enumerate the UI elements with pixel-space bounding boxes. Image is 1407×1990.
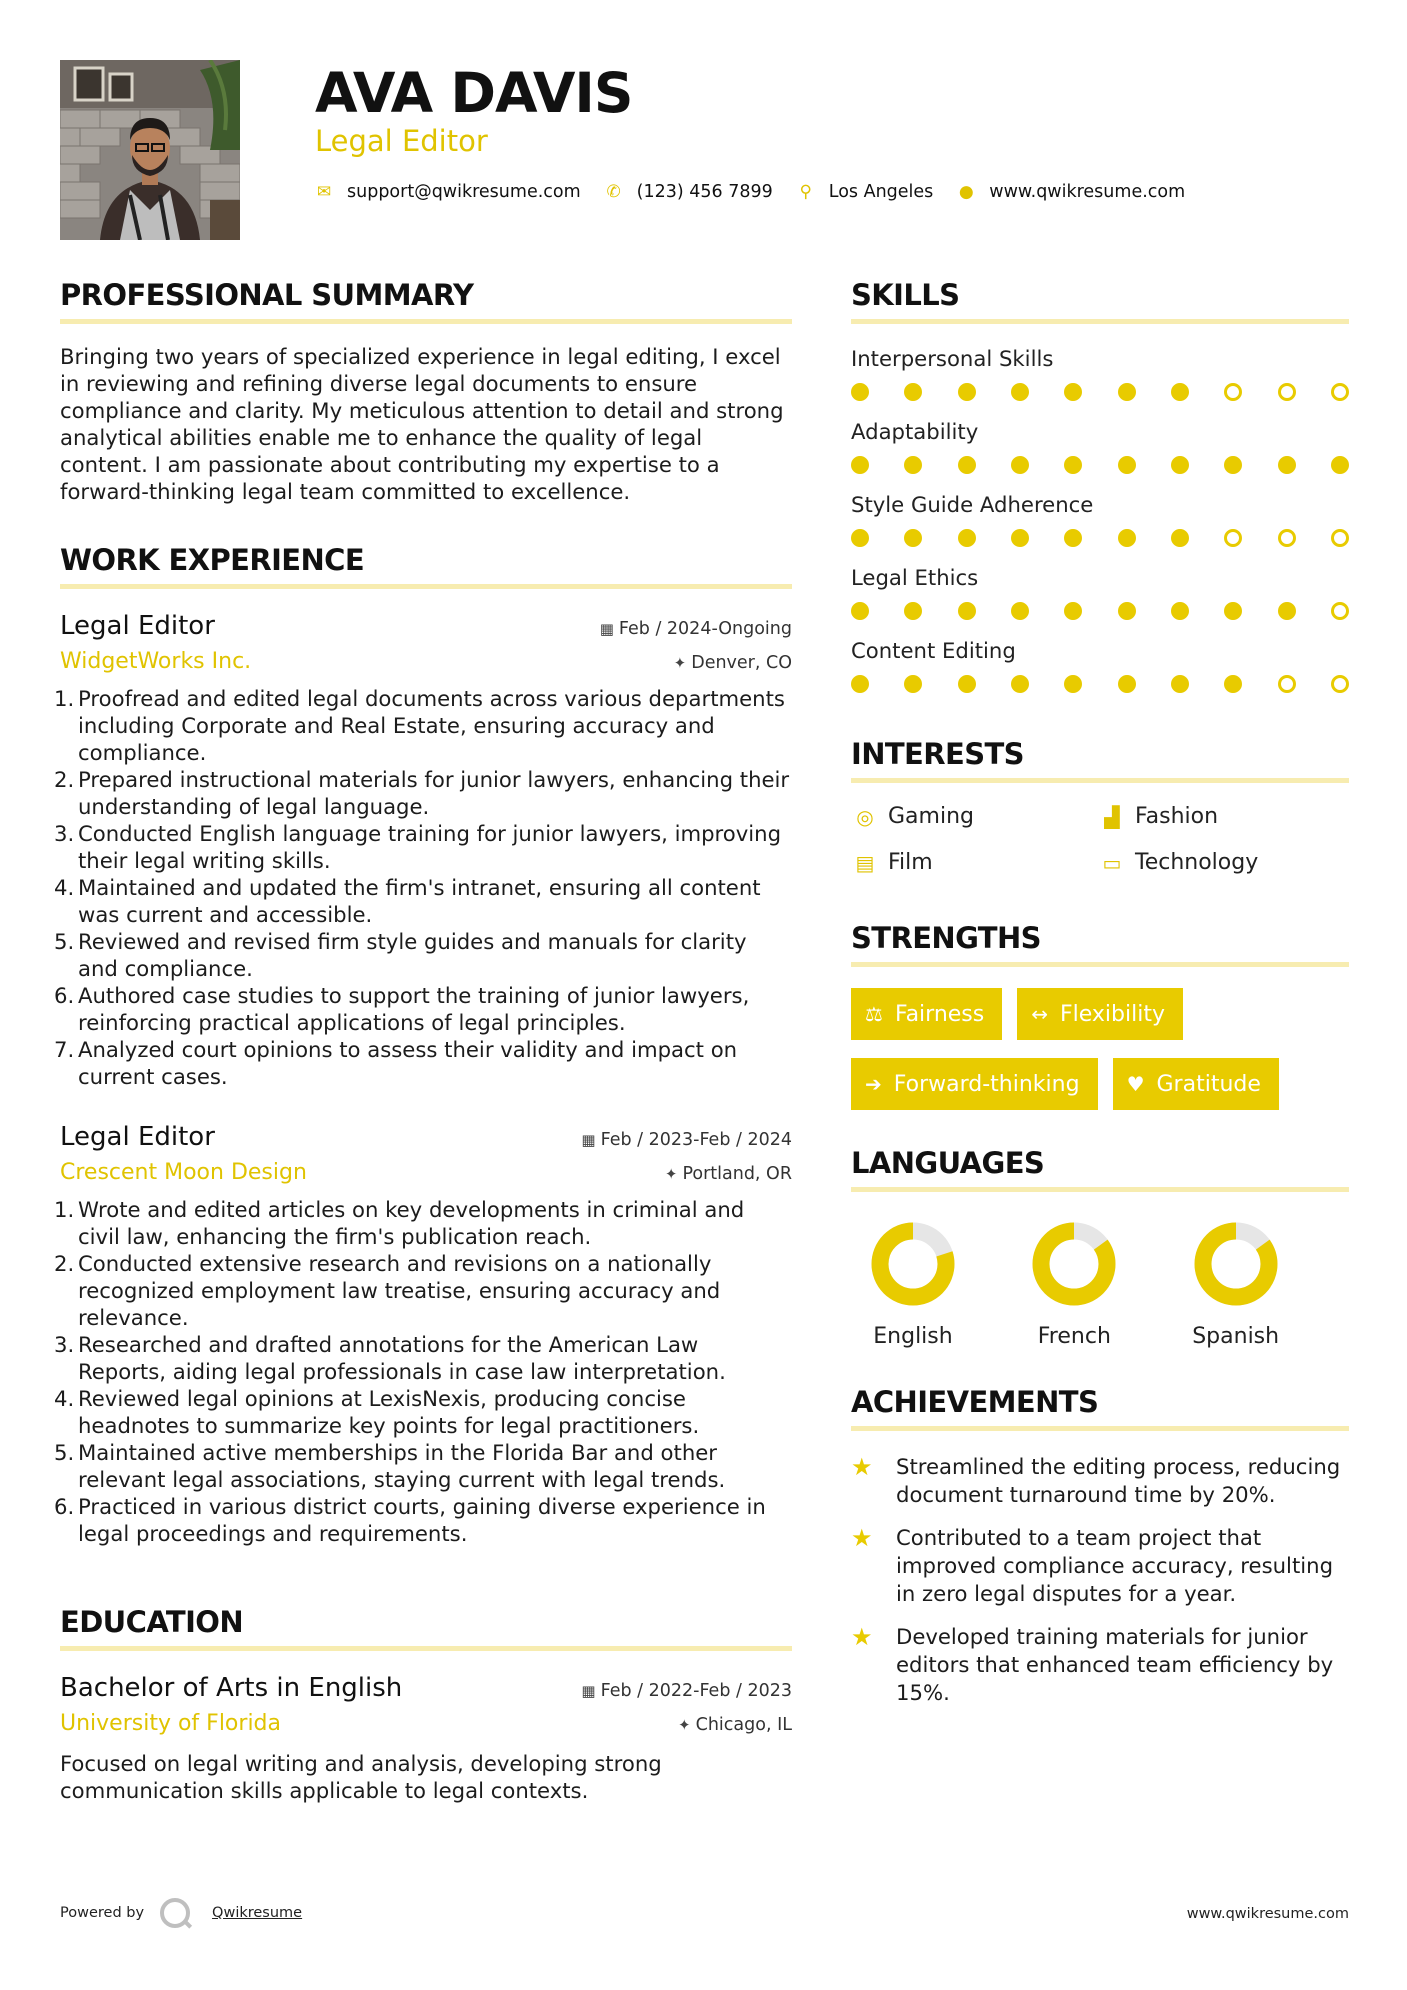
map-pin-icon: ⚲ [799, 182, 812, 202]
skill-dot-empty [1331, 529, 1349, 547]
skill-dot-filled [851, 456, 869, 474]
achievement-item: ★ Developed training materials for junior editors that enhanced team efficiency by 15%. [851, 1623, 1334, 1705]
qwikresume-logo-icon [160, 1898, 190, 1928]
arrow-right-icon: ➔ [865, 1072, 882, 1096]
skill-dot-filled [1224, 602, 1242, 620]
resume-header [315, 60, 1355, 202]
contact-email[interactable] [315, 182, 581, 202]
skill-dot-filled [1011, 383, 1029, 401]
arrows-horizontal-icon: ↔ [1031, 1002, 1048, 1026]
skill-dot-filled [851, 383, 869, 401]
skill-dot-filled [1011, 456, 1029, 474]
strength-tag: ♥ Gratitude [1113, 1058, 1279, 1110]
language-ring [871, 1222, 955, 1306]
skill-dot-empty [1331, 602, 1349, 620]
skill-dot-filled [958, 529, 976, 547]
languages-heading: LANGUAGES [851, 1146, 1349, 1192]
skill-dot-filled [1118, 383, 1136, 401]
website-text: www.qwikresume.com [989, 182, 1186, 202]
strength-tag: ↔ Flexibility [1017, 988, 1183, 1040]
skill-item [851, 564, 1349, 620]
language-item [1188, 1222, 1349, 1349]
skill-rating [851, 675, 1349, 693]
list-item: 3. Researched and drafted annotations for the American Law Reports, aiding legal professionals in case law interpretation. [54, 1332, 726, 1384]
skill-item [851, 491, 1349, 547]
language-name: French [1037, 1324, 1111, 1349]
pushpin-icon: ✦ [664, 1165, 678, 1183]
degree-title: Bachelor of Arts in English [60, 1673, 403, 1703]
skill-name: Interpersonal Skills [851, 346, 1054, 371]
candidate-title: Legal Editor [315, 124, 488, 158]
skill-dot-filled [958, 456, 976, 474]
job-title: Legal Editor [60, 1122, 215, 1152]
job-location: ✦ Denver, CO [673, 653, 792, 673]
star-icon: ★ [851, 1453, 873, 1481]
job-date: ▦ Feb / 2023-Feb / 2024 [581, 1130, 792, 1150]
skill-dot-filled [958, 602, 976, 620]
interest-item: ▭ Technology [1098, 847, 1348, 879]
school-name: University of Florida [60, 1711, 281, 1736]
powered-by-label: Powered by [60, 1905, 145, 1921]
skill-dot-empty [1278, 383, 1296, 401]
shopping-bag-icon: ▟ [1104, 805, 1120, 829]
list-item: 6. Practiced in various district courts, gaining diverse experience in legal proceedings and requirements. [54, 1494, 766, 1546]
skill-dot-filled [904, 529, 922, 547]
skill-dot-filled [958, 383, 976, 401]
skill-dot-filled [1171, 456, 1189, 474]
candidate-name: AVA DAVIS [315, 61, 633, 125]
calendar-icon: ▦ [581, 1131, 596, 1149]
skill-dot-filled [1011, 529, 1029, 547]
education-entry [60, 1673, 792, 1804]
education-location: ✦ Chicago, IL [678, 1715, 792, 1735]
calendar-icon: ▦ [599, 620, 614, 638]
interest-item: ◎ Gaming [851, 801, 1098, 833]
language-ring [1194, 1222, 1278, 1306]
film-icon: ▤ [855, 851, 875, 875]
list-item: 5. Maintained active memberships in the Florida Bar and other relevant legal associations, staying current with legal trends. [54, 1440, 726, 1492]
job-bullets [54, 1196, 792, 1547]
skill-dot-filled [1224, 675, 1242, 693]
strength-tag: ➔ Forward-thinking [851, 1058, 1098, 1110]
list-item: 1. Proofread and edited legal documents across various departments including Corporate and Real Estate, ensuring accuracy and compliance. [54, 686, 785, 765]
list-item: 6. Authored case studies to support the training of junior lawyers, reinforcing practical applications of legal principles. [54, 983, 750, 1035]
skill-dot-filled [1064, 529, 1082, 547]
footer-powered-by [60, 1898, 302, 1928]
interests-list [851, 801, 1349, 879]
skill-dot-filled [1064, 602, 1082, 620]
summary-heading: PROFESSIONAL SUMMARY [60, 278, 792, 324]
contact-phone[interactable] [605, 182, 773, 202]
contact-bar [315, 182, 1355, 202]
skill-dot-empty [1224, 383, 1242, 401]
skill-name: Content Editing [851, 638, 1016, 663]
language-name: English [873, 1324, 953, 1349]
skill-dot-filled [1064, 383, 1082, 401]
job-location: ✦ Portland, OR [664, 1164, 792, 1184]
achievement-item: ★ Streamlined the editing process, reducing document turnaround time by 20%. [851, 1453, 1341, 1507]
list-item: 4. Maintained and updated the firm's intranet, ensuring all content was current and accessible. [54, 875, 761, 927]
strength-tag: ⚖ Fairness [851, 988, 1002, 1040]
skill-rating [851, 529, 1349, 547]
skill-dot-filled [904, 675, 922, 693]
education-heading: EDUCATION [60, 1605, 792, 1651]
job-title: Legal Editor [60, 611, 215, 641]
pushpin-icon: ✦ [678, 1716, 691, 1734]
interests-heading: INTERESTS [851, 737, 1349, 783]
skill-dot-filled [1171, 383, 1189, 401]
skill-dot-empty [1331, 383, 1349, 401]
skill-dot-filled [1331, 456, 1349, 474]
list-item: 7. Analyzed court opinions to assess their validity and impact on current cases. [54, 1037, 738, 1089]
skills-list [851, 345, 1349, 693]
phone-text: (123) 456 7899 [636, 182, 773, 202]
skill-dot-empty [1224, 529, 1242, 547]
skill-dot-filled [1118, 675, 1136, 693]
brand-link[interactable]: Qwikresume [212, 1905, 303, 1921]
education-description: Focused on legal writing and analysis, developing strong communication skills applicable to legal contexts. [60, 1751, 662, 1803]
skill-dot-filled [1224, 456, 1242, 474]
skill-dot-filled [1118, 529, 1136, 547]
summary-text: Bringing two years of specialized experience in legal editing, I excel in reviewing and refining diverse legal documents to ensure compliance and clarity. My meticulous attention to detail and strong analytical abilities enable me to enhance the quality of legal content. I am passionate about contributing my expertise to a forward-thinking legal team committed to excellence. [60, 344, 784, 504]
email-text: support@qwikresume.com [347, 182, 581, 202]
skill-dot-filled [1171, 529, 1189, 547]
skill-item [851, 418, 1349, 474]
education-date: ▦ Feb / 2022-Feb / 2023 [581, 1681, 792, 1701]
list-item: 5. Reviewed and revised firm style guides and manuals for clarity and compliance. [54, 929, 747, 981]
footer-site-link[interactable]: www.qwikresume.com [1186, 1906, 1349, 1922]
skill-dot-filled [1171, 675, 1189, 693]
pushpin-icon: ✦ [673, 654, 687, 672]
skill-dot-filled [904, 383, 922, 401]
job-entry [54, 1122, 792, 1547]
list-item: 4. Reviewed legal opinions at LexisNexis, producing concise headnotes to summarize key points for legal practitioners. [54, 1386, 700, 1438]
skill-dot-filled [904, 456, 922, 474]
language-item [1026, 1222, 1187, 1349]
profile-photo [60, 60, 240, 240]
interest-item: ▤ Film [851, 847, 1098, 879]
star-icon: ★ [851, 1623, 873, 1651]
languages-list [851, 1222, 1349, 1349]
skill-dot-empty [1278, 529, 1296, 547]
skill-dot-empty [1278, 675, 1296, 693]
achievements-heading: ACHIEVEMENTS [851, 1385, 1349, 1431]
left-column [54, 278, 792, 1804]
list-item: 2. Conducted extensive research and revisions on a nationally recognized employment law treatise, ensuring accuracy and relevance. [54, 1251, 721, 1330]
right-column [851, 278, 1349, 1722]
skill-dot-filled [1118, 602, 1136, 620]
skill-dot-filled [851, 529, 869, 547]
list-item: 3. Conducted English language training for junior lawyers, improving their legal writing skills. [54, 821, 782, 873]
skill-rating [851, 383, 1349, 401]
skill-dot-filled [1011, 602, 1029, 620]
globe-icon: ● [958, 182, 974, 202]
balance-scale-icon: ⚖ [865, 1002, 883, 1026]
job-company: WidgetWorks Inc. [60, 649, 252, 674]
experience-heading: WORK EXPERIENCE [60, 543, 792, 589]
strengths-heading: STRENGTHS [851, 921, 1349, 967]
strengths-list [851, 988, 1349, 1110]
skill-dot-filled [1064, 456, 1082, 474]
job-bullets [54, 685, 792, 1090]
skill-dot-filled [958, 675, 976, 693]
contact-website[interactable] [957, 182, 1185, 202]
list-item: 2. Prepared instructional materials for junior lawyers, enhancing their understanding of legal language. [54, 767, 790, 819]
location-text: Los Angeles [828, 182, 934, 202]
language-item [865, 1222, 1026, 1349]
skill-item [851, 637, 1349, 693]
skill-dot-filled [1011, 675, 1029, 693]
skill-dot-filled [1278, 456, 1296, 474]
skill-dot-filled [1278, 602, 1296, 620]
heart-icon: ♥ [1126, 1072, 1145, 1096]
interest-item: ▟ Fashion [1098, 801, 1348, 833]
skill-dot-filled [851, 602, 869, 620]
gamepad-icon: ◎ [856, 805, 874, 829]
envelope-icon: ✉ [316, 182, 332, 202]
star-icon: ★ [851, 1524, 873, 1552]
job-date: ▦ Feb / 2024-Ongoing [599, 619, 792, 639]
skill-dot-empty [1331, 675, 1349, 693]
phone-icon: ✆ [606, 182, 621, 202]
list-item: 1. Wrote and edited articles on key developments in criminal and civil law, enhancing the firm's publication reach. [54, 1197, 745, 1249]
contact-location [797, 182, 934, 202]
language-name: Spanish [1192, 1324, 1280, 1349]
skill-name: Legal Ethics [851, 565, 979, 590]
skill-dot-filled [1118, 456, 1136, 474]
job-entry [54, 611, 792, 1090]
skills-heading: SKILLS [851, 278, 1349, 324]
language-ring [1032, 1222, 1116, 1306]
skill-name: Style Guide Adherence [851, 492, 1094, 517]
skill-dot-filled [1064, 675, 1082, 693]
achievements-list [851, 1453, 1349, 1707]
skill-item [851, 345, 1349, 401]
skill-dot-filled [1171, 602, 1189, 620]
skill-dot-filled [851, 675, 869, 693]
calendar-icon: ▦ [581, 1682, 596, 1700]
laptop-icon: ▭ [1102, 851, 1122, 875]
job-company: Crescent Moon Design [60, 1160, 307, 1185]
skill-rating [851, 456, 1349, 474]
skill-rating [851, 602, 1349, 620]
achievement-item: ★ Contributed to a team project that improved compliance accuracy, resulting in zero legal disputes for a year. [851, 1524, 1334, 1606]
skill-dot-filled [904, 602, 922, 620]
skill-name: Adaptability [851, 419, 979, 444]
